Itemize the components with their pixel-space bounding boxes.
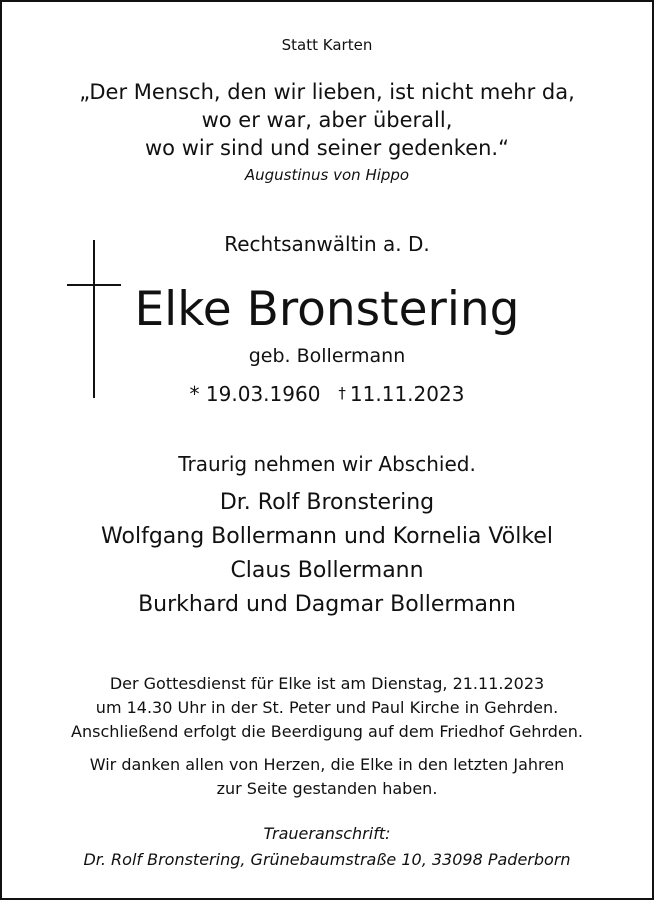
quote-line-3: wo wir sind und seiner gedenken.“: [145, 136, 509, 160]
service-line-1: Der Gottesdienst für Elke ist am Dienstag, 21.11.2023: [109, 674, 545, 693]
birth-name: geb. Bollermann: [248, 345, 406, 367]
mourning-line: Traurig nehmen wir Abschied.: [178, 452, 476, 476]
address-label: Traueranschrift:: [263, 824, 391, 843]
thanks-line-1: Wir danken allen von Herzen, die Elke in den letzten Jahren: [89, 755, 565, 774]
mourner-2: Wolfgang Bollermann und Kornelia Völkel: [101, 524, 553, 549]
birth-date: 19.03.1960: [205, 382, 321, 406]
quote-author: Augustinus von Hippo: [244, 166, 410, 184]
header-text: Statt Karten: [281, 36, 373, 54]
mourner-4: Burkhard und Dagmar Bollermann: [138, 592, 516, 617]
death-date: 11.11.2023: [349, 382, 465, 406]
mourner-1: Dr. Rolf Bronstering: [219, 490, 435, 515]
mourner-3: Claus Bollermann: [230, 558, 424, 583]
service-line-2: um 14.30 Uhr in der St. Peter und Paul Kirche in Gehrden.: [95, 698, 559, 717]
quote-line-1: „Der Mensch, den wir lieben, ist nicht mehr da,: [79, 80, 575, 104]
birth-symbol: *: [189, 382, 200, 406]
service-line-3: Anschließend erfolgt die Beerdigung auf dem Friedhof Gehrden.: [71, 722, 583, 741]
life-dates: [2, 382, 652, 406]
address-line: Dr. Rolf Bronstering, Grünebaumstraße 10, 33098 Paderborn: [83, 850, 571, 869]
deceased-title: Rechtsanwältin a. D.: [224, 232, 430, 256]
dagger-icon: †: [338, 384, 346, 402]
thanks-line-2: zur Seite gestanden haben.: [216, 779, 438, 798]
deceased-name: Elke Bronstering: [134, 282, 520, 337]
quote-line-2: wo er war, aber überall,: [201, 108, 453, 132]
